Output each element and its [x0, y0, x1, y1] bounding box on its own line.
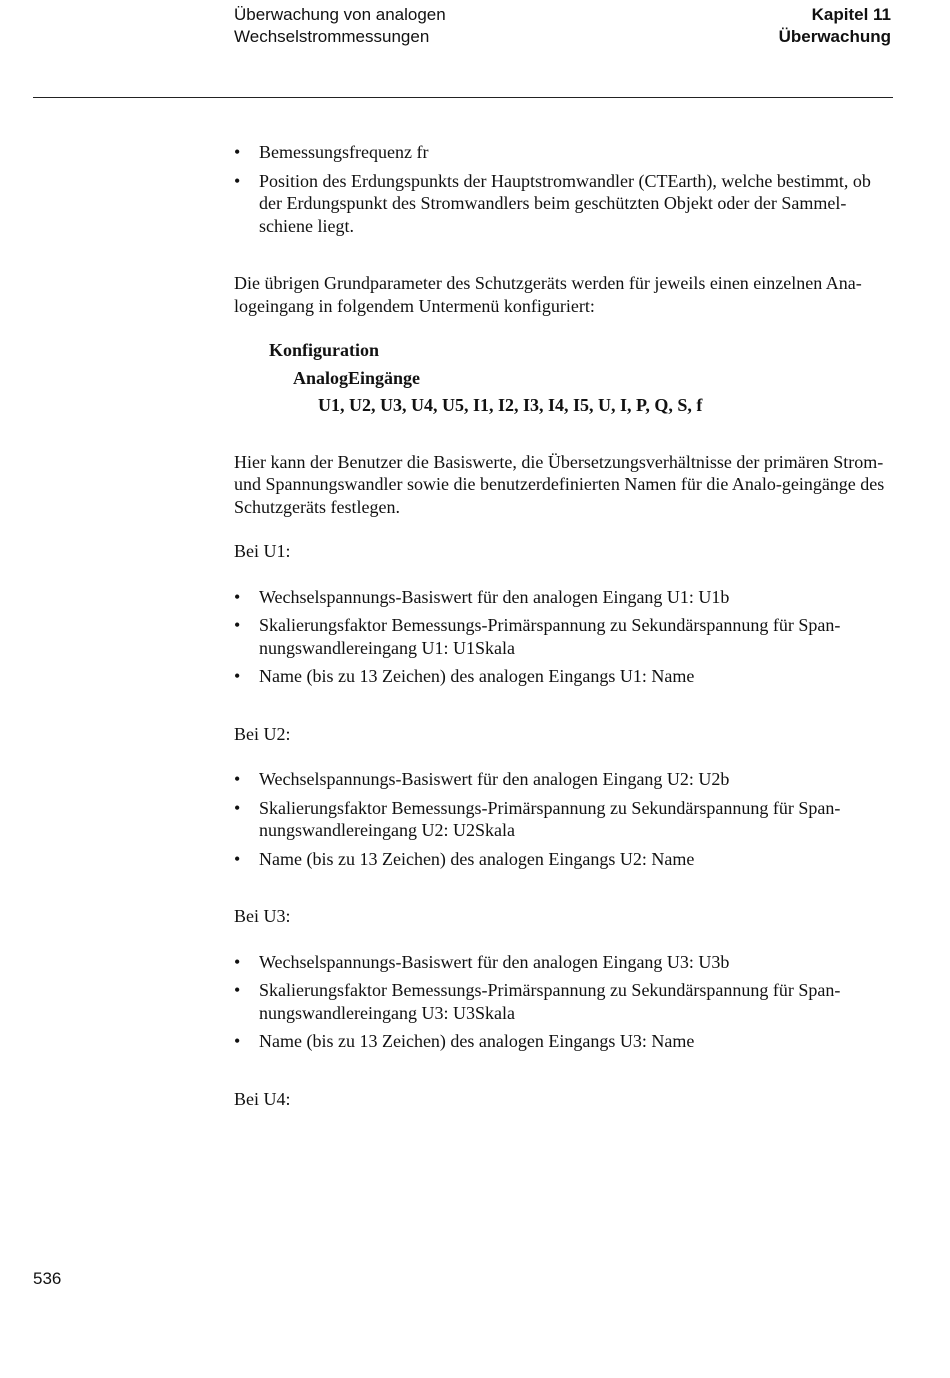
list-item: • Name (bis zu 13 Zeichen) des analogen Eingangs U1: Name: [234, 665, 894, 688]
menu-path-level1: Konfiguration: [269, 340, 380, 360]
paragraph: Die übrigen Grundparameter des Schutzgeräts werden für jeweils einen einzelnen Ana-logeingang in folgendem Untermenü konfiguriert:: [234, 273, 862, 316]
section-heading: Bei U3:: [234, 906, 291, 926]
section-heading: Bei U2:: [234, 723, 291, 744]
header-chapter-number: Kapitel 11: [811, 5, 891, 24]
list-item: • Name (bis zu 13 Zeichen) des analogen Eingangs U3: Name: [234, 1030, 894, 1053]
list-item: • Wechselspannungs-Basiswert für den analogen Eingang U2: U2b: [234, 768, 894, 791]
list-item: • Skalierungsfaktor Bemessungs-Primärspannung zu Sekundärspannung für Span-nungswandlereingang U1: U1Skala: [234, 614, 894, 659]
page-body: [234, 141, 894, 1110]
menu-path-level3: U1, U2, U3, U4, U5, I1, I2, I3, I4, I5, U, I, P, Q, S, f: [318, 395, 703, 415]
paragraph: Hier kann der Benutzer die Basiswerte, die Übersetzungsverhältnisse der primären Strom- und Spannungswandler sowie die benutzerdefinierten Namen für die Analo-geingänge des Schutzgeräts festlegen.: [234, 451, 885, 517]
list-item: • Wechselspannungs-Basiswert für den analogen Eingang U3: U3b: [234, 951, 894, 974]
list-item: • Name (bis zu 13 Zeichen) des analogen Eingangs U2: Name: [234, 848, 894, 871]
menu-path-level2: AnalogEingänge: [293, 367, 421, 388]
header-rule: [33, 97, 893, 98]
list-item: • Bemessungsfrequenz fr: [234, 141, 894, 164]
header-chapter-title: Überwachung: [778, 27, 891, 46]
page-number: 536: [33, 1269, 62, 1288]
header-left-line1: Überwachung von analogen: [234, 5, 446, 24]
running-header-left: [234, 4, 446, 48]
list-item: • Skalierungsfaktor Bemessungs-Primärspannung zu Sekundärspannung für Span-nungswandlereingang U2: U2Skala: [234, 797, 894, 842]
list-item: • Position des Erdungspunkts der Hauptstromwandler (CTEarth), welche bestimmt, ob der Erdungspunkt des Stromwandlers beim geschützten Objekt oder der Sammel-schiene liegt.: [234, 170, 894, 238]
section-heading: Bei U1:: [234, 541, 291, 561]
running-header-right: [779, 4, 891, 48]
list-item: • Skalierungsfaktor Bemessungs-Primärspannung zu Sekundärspannung für Span-nungswandlereingang U3: U3Skala: [234, 979, 894, 1024]
section-heading: Bei U4:: [234, 1088, 291, 1109]
list-item: • Wechselspannungs-Basiswert für den analogen Eingang U1: U1b: [234, 586, 894, 609]
header-left-line2: Wechselstrommessungen: [234, 27, 430, 46]
